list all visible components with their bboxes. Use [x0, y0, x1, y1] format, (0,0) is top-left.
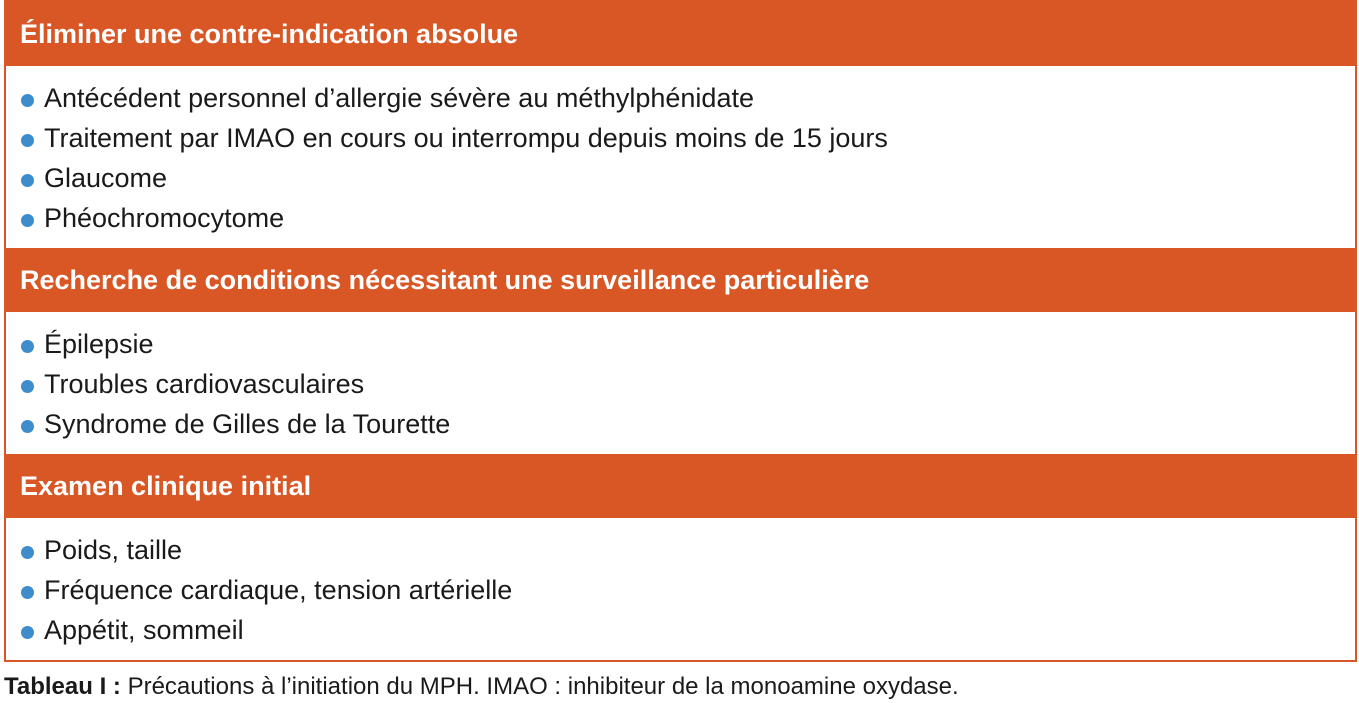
item-list — [6, 518, 1355, 660]
list-item-text: Fréquence cardiaque, tension artérielle — [44, 575, 513, 605]
caption-text: Précautions à l’initiation du MPH. IMAO : inhibiteur de la monoamine oxydase. — [120, 673, 959, 700]
bullet-dot-icon — [21, 94, 34, 107]
bullet-dot-icon — [21, 626, 34, 639]
bullet-dot-icon — [21, 214, 34, 227]
bullet-dot-icon — [21, 546, 34, 559]
section-header: Éliminer une contre-indication absolue — [6, 2, 1355, 66]
list-item-text: Poids, taille — [44, 535, 183, 565]
list-item-text: Syndrome de Gilles de la Tourette — [44, 409, 451, 439]
list-item — [21, 78, 1355, 118]
list-item-text: Glaucome — [44, 163, 168, 193]
list-item — [21, 610, 1355, 650]
list-item-text: Phéochromocytome — [44, 203, 285, 233]
list-item-text: Troubles cardiovasculaires — [44, 369, 365, 399]
section-header: Examen clinique initial — [6, 454, 1355, 518]
section-header: Recherche de conditions nécessitant une surveillance particulière — [6, 248, 1355, 312]
list-item — [21, 158, 1355, 198]
bullet-dot-icon — [21, 340, 34, 353]
bullet-dot-icon — [21, 380, 34, 393]
bullet-dot-icon — [21, 420, 34, 433]
list-item-text: Appétit, sommeil — [44, 615, 244, 645]
list-item-text: Antécédent personnel d’allergie sévère au méthylphénidate — [44, 83, 754, 113]
bullet-dot-icon — [21, 586, 34, 599]
list-item-text: Épilepsie — [44, 329, 154, 359]
list-item — [21, 530, 1355, 570]
item-list — [6, 66, 1355, 248]
bullet-dot-icon — [21, 174, 34, 187]
list-item — [21, 364, 1355, 404]
section-monitoring — [6, 248, 1355, 454]
list-item-text: Traitement par IMAO en cours ou interrompu depuis moins de 15 jours — [44, 123, 888, 153]
list-item — [21, 118, 1355, 158]
list-item — [21, 570, 1355, 610]
item-list — [6, 312, 1355, 454]
bullet-dot-icon — [21, 134, 34, 147]
list-item — [21, 198, 1355, 238]
section-contraindications — [6, 2, 1355, 248]
caption-label: Tableau I : — [4, 673, 121, 700]
precautions-table — [4, 0, 1357, 662]
table-caption — [4, 672, 959, 702]
list-item — [21, 404, 1355, 444]
list-item — [21, 324, 1355, 364]
section-clinical-exam — [6, 454, 1355, 660]
